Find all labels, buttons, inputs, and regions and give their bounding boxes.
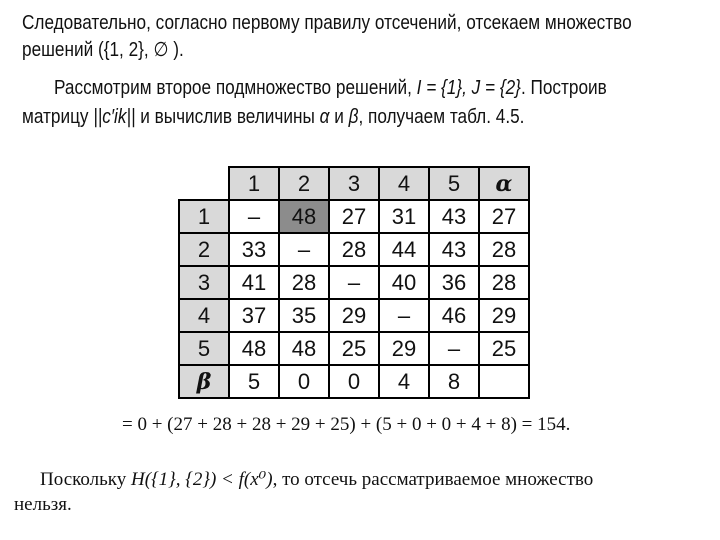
table-cell: 43 [429, 233, 479, 266]
text-fragment: . Построив [520, 77, 607, 99]
text-fragment: матрицу [22, 106, 89, 128]
beta-cell-empty [479, 365, 529, 398]
table-cell: 41 [229, 266, 279, 299]
table-cell: – [329, 266, 379, 299]
beta-cell: 0 [279, 365, 329, 398]
text-fragment: , то отсечь рассматриваемое множество [272, 469, 594, 490]
header-row [179, 167, 529, 200]
inequality-notation: H({1}, {2}) < f(x⁰) [131, 469, 273, 490]
row-header: 2 [179, 233, 229, 266]
column-header: 1 [229, 167, 279, 200]
table-cell: 29 [329, 299, 379, 332]
beta-cell: 0 [329, 365, 379, 398]
table-row [179, 233, 529, 266]
table-cell: 48 [279, 332, 329, 365]
table-cell: – [379, 299, 429, 332]
row-header: 3 [179, 266, 229, 299]
table-cell: 46 [429, 299, 479, 332]
table-row [179, 200, 529, 233]
beta-cell: 4 [379, 365, 429, 398]
table-cell: 29 [379, 332, 429, 365]
table-cell: 27 [329, 200, 379, 233]
table-cell: 33 [229, 233, 279, 266]
text-fragment: Поскольку [40, 469, 127, 490]
column-header: 5 [429, 167, 479, 200]
formula-line: = 0 + (27 + 28 + 28 + 29 + 25) + (5 + 0 + 0 + 4 + 8) = 154. [122, 414, 571, 435]
table-cell: 43 [429, 200, 479, 233]
table-cell: 36 [429, 266, 479, 299]
column-header: 3 [329, 167, 379, 200]
table-cell: 28 [329, 233, 379, 266]
text-fragment: и [334, 106, 344, 128]
table-cell: 48 [229, 332, 279, 365]
alpha-symbol: α [319, 106, 330, 128]
table-row [179, 299, 529, 332]
paragraph-line-3 [54, 75, 607, 102]
table-cell: – [229, 200, 279, 233]
column-header: 4 [379, 167, 429, 200]
matrix-notation: ||c′ik|| [93, 106, 136, 128]
table-cell: 25 [329, 332, 379, 365]
paragraph-line-2: решений ({1, 2}, ∅ ). [22, 39, 184, 61]
matrix-table [178, 166, 530, 399]
alpha-cell: 27 [479, 200, 529, 233]
table-row [179, 266, 529, 299]
alpha-cell: 28 [479, 266, 529, 299]
paragraph-line-1: Следовательно, согласно первому правилу отсечений, отсекаем множество [22, 12, 632, 34]
table-cell: 37 [229, 299, 279, 332]
alpha-cell: 29 [479, 299, 529, 332]
table-cell: 44 [379, 233, 429, 266]
beta-cell: 8 [429, 365, 479, 398]
paragraph-line-4 [22, 104, 524, 131]
set-notation: I = {1}, J = {2} [416, 77, 521, 99]
beta-symbol: β [348, 106, 359, 128]
table-cell: 35 [279, 299, 329, 332]
table-cell-highlighted: 48 [279, 200, 329, 233]
alpha-cell: 25 [479, 332, 529, 365]
table-row [179, 332, 529, 365]
column-header-alpha: α [479, 167, 529, 200]
paragraph-2-line-1 [40, 468, 593, 491]
beta-cell: 5 [229, 365, 279, 398]
table-cell: – [429, 332, 479, 365]
corner-cell [179, 167, 229, 200]
column-header: 2 [279, 167, 329, 200]
row-header: 5 [179, 332, 229, 365]
paragraph-2-line-2: нельзя. [14, 494, 72, 515]
row-header-beta: β [179, 365, 229, 398]
table-cell: – [279, 233, 329, 266]
row-header: 1 [179, 200, 229, 233]
text-fragment: и вычислив величины [140, 106, 315, 128]
beta-row [179, 365, 529, 398]
table-cell: 28 [279, 266, 329, 299]
text-fragment: Рассмотрим второе подмножество решений, [54, 77, 412, 99]
table-cell: 40 [379, 266, 429, 299]
table-cell: 31 [379, 200, 429, 233]
text-fragment: , получаем табл. 4.5. [358, 106, 525, 128]
row-header: 4 [179, 299, 229, 332]
alpha-cell: 28 [479, 233, 529, 266]
